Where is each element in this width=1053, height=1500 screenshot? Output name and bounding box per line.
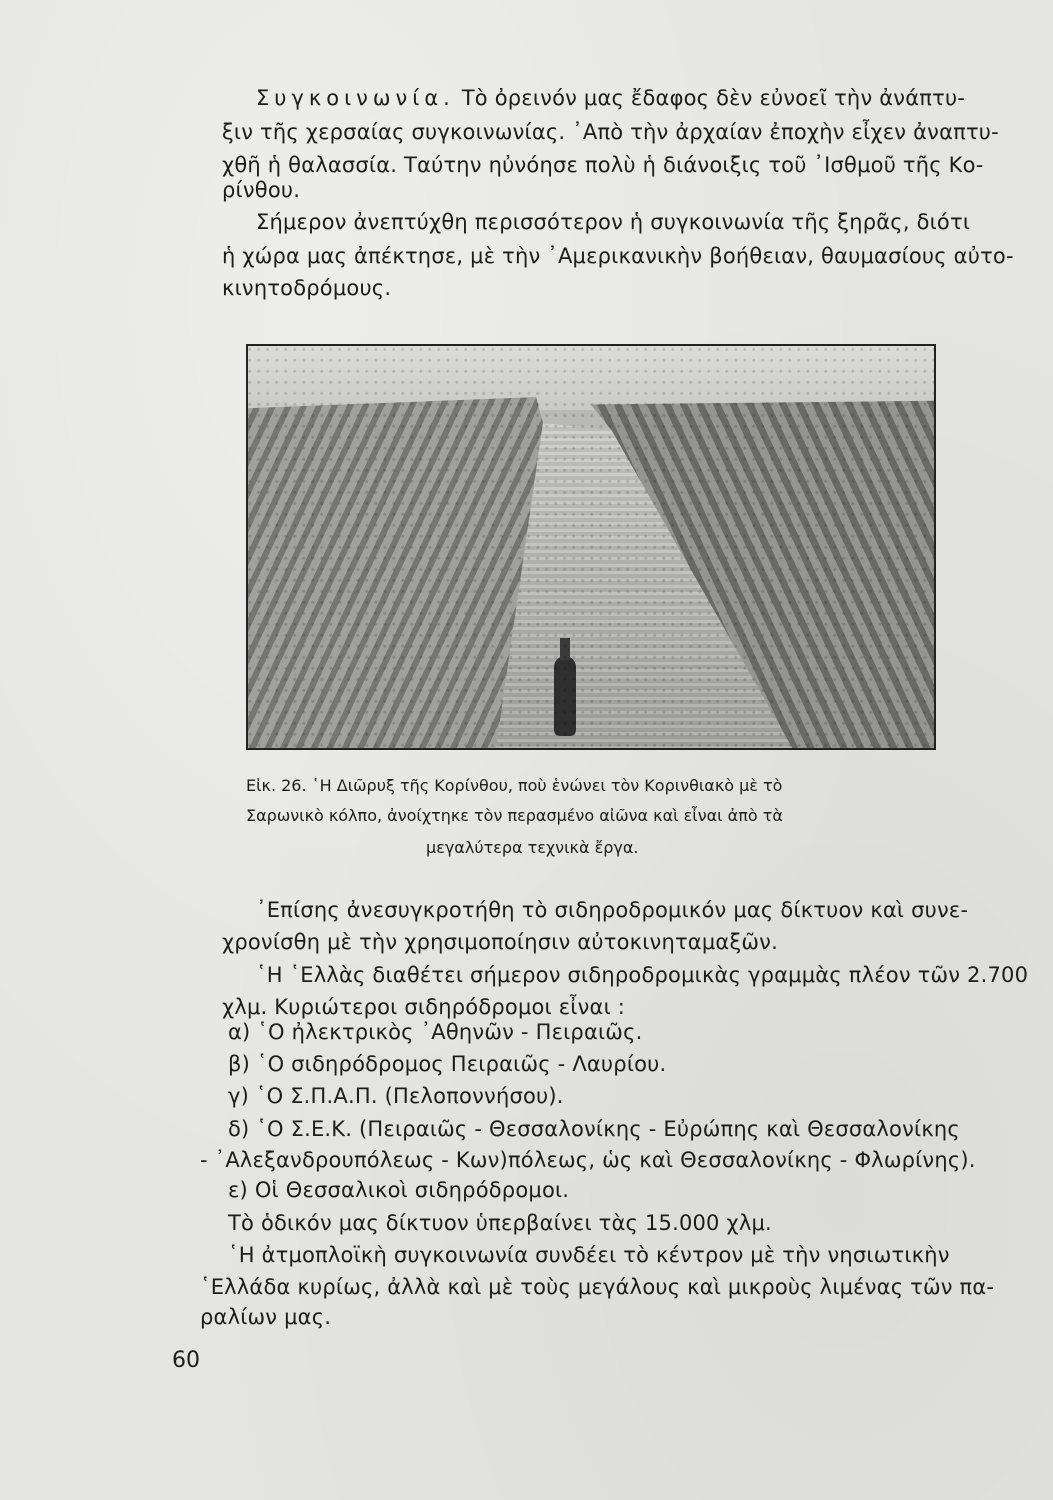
section-heading: Συγκοινωνία. (256, 86, 455, 110)
paragraph-line: χλμ. Κυριώτεροι σιδηρόδρομοι εἶναι : (222, 995, 626, 1019)
railway-list-item: α) ῾Ο ἠλεκτρικὸς ᾿Αθηνῶν - Πειραιῶς. (228, 1020, 643, 1044)
railway-list-item: β) ῾Ο σιδηρόδρομος Πειραιῶς - Λαυρίου. (228, 1052, 667, 1076)
railway-list-item: δ) ῾Ο Σ.Ε.Κ. (Πειραιῶς - Θεσσαλονίκης - Εὐρώπης καὶ Θεσσαλονίκης (228, 1117, 960, 1141)
paragraph-line: ρίνθου. (222, 178, 301, 202)
paragraph-line: ἡ χώρα μας ἀπέκτησε, μὲ τὴν ᾿Αμερικανικὴν βοήθειαν, θαυμασίους αὐτο- (222, 244, 1014, 268)
photo-grain (248, 346, 934, 748)
paragraph-line: ᾿Επίσης ἀνεσυγκροτήθη τὸ σιδηροδρομικόν μας δίκτυον καὶ συνε- (256, 898, 969, 922)
paragraph-line: Σήμερον ἀνεπτύχθη περισσότερον ἡ συγκοινωνία τῆς ξηρᾶς, διότι (256, 210, 971, 234)
paragraph-line: ῾Η ἀτμοπλοϊκὴ συγκοινωνία συνδέει τὸ κέντρον μὲ τὴν νησιωτικὴν (228, 1243, 950, 1267)
paragraph-line: ῾Ελλάδα κυρίως, ἀλλὰ καὶ μὲ τοὺς μεγάλους καὶ μικροὺς λιμένας τῶν πα- (200, 1275, 995, 1299)
railway-list-item: γ) ῾Ο Σ.Π.Α.Π. (Πελοποννήσου). (228, 1084, 564, 1108)
page-number: 60 (172, 1348, 200, 1373)
paragraph-line: ραλίων μας. (200, 1305, 332, 1329)
paragraph-line: ξιν τῆς χερσαίας συγκοινωνίας. ᾿Απὸ τὴν ἀρχαίαν ἐποχὴν εἶχεν ἀναπτυ- (222, 120, 999, 144)
railway-list-item: ε) Οἱ Θεσσαλικοὶ σιδηρόδρομοι. (228, 1178, 570, 1202)
figure-caption-line: Εἰκ. 26. ῾Η Διῶρυξ τῆς Κορίνθου, ποὺ ἑνώνει τὸν Κορινθιακὸ μὲ τὸ (246, 776, 783, 795)
figure-caption-line: Σαρωνικὸ κόλπο, ἀνοίχτηκε τὸν περασμένο αἰῶνα καὶ εἶναι ἀπὸ τὰ (246, 806, 783, 825)
figure-caption-line: μεγαλύτερα τεχνικὰ ἔργα. (426, 838, 639, 857)
paragraph-line: Συγκοινωνία. Τὸ ὀρεινόν μας ἔδαφος δὲν εὐνοεῖ τὴν ἀνάπτυ- (256, 86, 966, 110)
paragraph-line: χθῆ ἡ θαλασσία. Ταύτην ηὐνόησε πολὺ ἡ διάνοιξις τοῦ ᾿Ισθμοῦ τῆς Κο- (222, 153, 984, 177)
corinth-canal-photo (246, 344, 936, 750)
paragraph-line: ῾Η ῾Ελλὰς διαθέτει σήμερον σιδηροδρομικὰς γραμμὰς πλέον τῶν 2.700 (256, 963, 1029, 987)
paragraph-line: κινητοδρόμους. (222, 276, 392, 300)
paragraph-line: χρονίσθη μὲ τὴν χρησιμοποίησιν αὐτοκινηταμαξῶν. (222, 930, 778, 954)
railway-list-item: - ᾿Αλεξανδρουπόλεως - Κων)πόλεως, ὡς καὶ Θεσσαλονίκης - Φλωρίνης). (200, 1148, 976, 1172)
paragraph-line: Τὸ ὁδικόν μας δίκτυον ὑπερβαίνει τὰς 15.000 χλμ. (228, 1211, 772, 1235)
